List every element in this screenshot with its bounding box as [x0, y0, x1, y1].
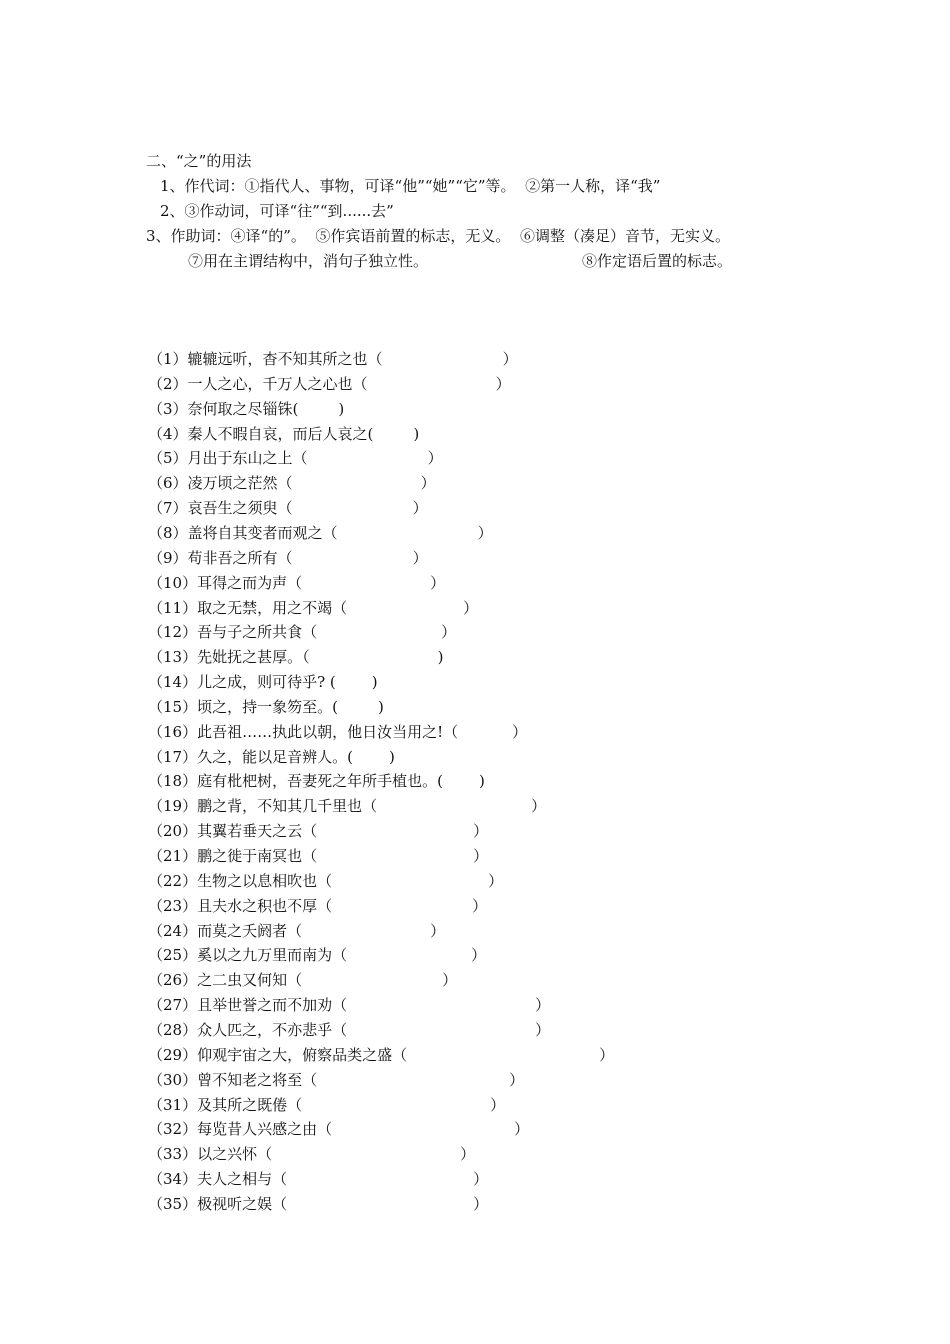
exercise-sentence: 先妣抚之甚厚。（	[197, 648, 310, 667]
exercise-number: （25）	[148, 946, 198, 965]
exercise-sentence: 盖将自其变者而观之（	[187, 523, 338, 542]
exercise-sentence: 奚以之九万里而南为（	[197, 946, 348, 965]
exercise-sentence: 夫人之相与（	[197, 1170, 288, 1189]
exercise-item	[148, 921, 445, 941]
section-title: 二、“之”的用法	[146, 152, 252, 170]
exercise-number: （24）	[148, 921, 198, 940]
exercise-item	[148, 796, 546, 816]
exercise-item	[148, 722, 527, 742]
exercise-number: （10）	[148, 573, 198, 592]
exercise-number: （30）	[148, 1070, 198, 1089]
exercise-number: （31）	[148, 1095, 198, 1114]
closing-paren: )	[377, 697, 384, 716]
closing-paren: ）	[430, 573, 446, 592]
exercise-number: （7）	[148, 499, 188, 518]
exercise-number: （17）	[148, 747, 198, 766]
closing-paren: ）	[514, 1120, 530, 1139]
exercise-item	[148, 1020, 550, 1040]
closing-paren: ）	[427, 449, 443, 468]
exercise-sentence: 以之兴怀（	[197, 1145, 273, 1164]
exercise-item	[148, 1070, 524, 1090]
exercise-number: （29）	[148, 1045, 198, 1064]
usage-line-particle: 3、作助词：④译“的”。 ⑤作宾语前置的标志，无义。 ⑥调整（凑足）音节，无实义。	[146, 227, 730, 245]
closing-paren: )	[338, 399, 345, 418]
exercise-number: （33）	[148, 1145, 198, 1164]
exercise-sentence: 之二虫又何知（	[197, 971, 303, 990]
exercise-item	[148, 598, 478, 618]
closing-paren: ）	[531, 797, 547, 816]
exercise-number: （15）	[148, 697, 198, 716]
usage-line-verb: 2、③作动词，可译“往”“到......去”	[160, 202, 394, 220]
exercise-number: （34）	[148, 1170, 198, 1189]
closing-paren: )	[437, 648, 444, 667]
exercise-item	[148, 647, 443, 667]
exercise-item	[148, 498, 428, 518]
exercise-number: （14）	[148, 673, 198, 692]
exercise-number: （16）	[148, 722, 198, 741]
closing-paren: ）	[599, 1045, 615, 1064]
exercise-sentence: 且夫水之积也不厚（	[197, 896, 333, 915]
closing-paren: ）	[473, 822, 489, 841]
closing-paren: ）	[512, 722, 528, 741]
exercise-sentence: 而莫之夭阏者（	[197, 921, 303, 940]
exercise-sentence: 仰观宇宙之大，俯察品类之盛（	[197, 1045, 408, 1064]
closing-paren: ）	[412, 499, 428, 518]
exercise-number: （27）	[148, 996, 198, 1015]
exercise-sentence: 且举世誉之而不加劝（	[197, 996, 348, 1015]
exercise-sentence: 每览昔人兴感之由（	[197, 1120, 333, 1139]
closing-paren: ）	[535, 996, 551, 1015]
closing-paren: ）	[460, 1145, 476, 1164]
exercise-number: （11）	[148, 598, 198, 617]
closing-paren: ）	[463, 598, 479, 617]
closing-paren: )	[371, 673, 378, 692]
exercise-item	[148, 945, 486, 965]
exercise-sentence: 儿之成，则可待乎? (	[197, 673, 336, 692]
exercise-item	[148, 523, 493, 543]
exercise-number: （5）	[148, 449, 188, 468]
exercise-sentence: 苟非吾之所有（	[187, 548, 293, 567]
closing-paren: ）	[509, 1070, 525, 1089]
exercise-item	[148, 846, 488, 866]
exercise-sentence: 及其所之既倦（	[197, 1095, 303, 1114]
exercise-sentence: 一人之心，千万人之心也（	[187, 374, 368, 393]
closing-paren: ）	[442, 971, 458, 990]
exercise-sentence: 辘辘远听，杳不知其所之也（	[187, 350, 383, 368]
closing-paren: ）	[441, 623, 457, 642]
exercise-number: （4）	[148, 424, 188, 443]
exercise-item	[148, 1144, 475, 1164]
exercise-sentence: 哀吾生之须臾（	[187, 499, 293, 518]
closing-paren: ）	[412, 548, 428, 567]
exercise-number: （28）	[148, 1020, 198, 1039]
exercise-number: （32）	[148, 1120, 198, 1139]
exercise-item	[148, 1169, 488, 1189]
exercise-number: （18）	[148, 772, 198, 791]
exercise-number: （6）	[148, 474, 188, 493]
exercise-item	[148, 548, 428, 568]
exercise-number: （22）	[148, 871, 198, 890]
closing-paren: ）	[473, 847, 489, 865]
exercise-item	[148, 1095, 505, 1115]
exercise-sentence: 奈何取之尽锱铢(	[187, 399, 299, 418]
exercise-sentence: 耳得之而为声（	[197, 573, 303, 592]
exercise-number: （12）	[148, 623, 198, 642]
closing-paren: ）	[472, 896, 488, 915]
exercise-item	[148, 672, 378, 692]
closing-paren: ）	[502, 350, 518, 368]
exercise-sentence: 取之无禁，用之不竭（	[197, 598, 348, 617]
exercise-item	[148, 622, 456, 642]
exercise-item	[148, 747, 395, 767]
exercise-sentence: 吾与子之所共食（	[197, 623, 318, 642]
exercise-item	[148, 573, 445, 593]
closing-paren: ）	[535, 1020, 551, 1039]
exercise-sentence: 久之，能以足音辨人。(	[197, 747, 353, 766]
exercise-sentence: 凌万顷之茫然（	[187, 474, 293, 493]
closing-paren: ）	[430, 921, 446, 940]
exercise-number: （1）	[148, 350, 188, 368]
usage-line-subject-predicate: ⑦用在主谓结构中，消句子独立性。	[188, 252, 429, 270]
closing-paren: ）	[490, 1095, 506, 1114]
exercise-item	[148, 896, 487, 916]
exercise-sentence: 极视听之娱（	[197, 1194, 288, 1213]
usage-line-pronoun: 1、作代词：①指代人、事物，可译“他”“她”“它”等。 ②第一人称，译“我”	[160, 177, 661, 195]
exercise-number: （8）	[148, 523, 188, 542]
closing-paren: ）	[471, 946, 487, 965]
closing-paren: ）	[495, 374, 511, 393]
exercise-item	[148, 821, 488, 841]
exercise-item	[148, 349, 518, 369]
exercise-number: （35）	[148, 1194, 198, 1213]
closing-paren: )	[478, 772, 485, 791]
exercise-item	[148, 1119, 529, 1139]
exercise-item	[148, 871, 503, 891]
exercise-sentence: 秦人不暇自哀，而后人哀之(	[187, 424, 374, 443]
exercise-item	[148, 448, 443, 468]
exercise-item	[148, 399, 344, 419]
closing-paren: ）	[420, 474, 436, 493]
exercise-number: （9）	[148, 548, 188, 567]
exercise-item	[148, 970, 457, 990]
closing-paren: ）	[477, 523, 493, 542]
exercise-item	[148, 374, 511, 394]
exercise-sentence: 曾不知老之将至（	[197, 1070, 318, 1089]
exercise-item	[148, 473, 436, 493]
exercise-number: （20）	[148, 822, 198, 841]
exercise-number: （2）	[148, 374, 188, 393]
exercise-sentence: 顷之，持一象笏至。(	[197, 697, 338, 716]
exercise-sentence: 其翼若垂天之云（	[197, 822, 318, 841]
exercise-number: （23）	[148, 896, 198, 915]
closing-paren: )	[413, 424, 420, 443]
exercise-sentence: 鹏之背，不知其几千里也（	[197, 797, 378, 816]
exercise-number: （19）	[148, 797, 198, 816]
closing-paren: )	[388, 747, 395, 766]
exercise-sentence: 生物之以息相吹也（	[197, 871, 333, 890]
closing-paren: ）	[473, 1194, 489, 1213]
exercise-item	[148, 424, 419, 444]
exercise-number: （26）	[148, 971, 198, 990]
closing-paren: ）	[473, 1170, 489, 1189]
exercise-number: （3）	[148, 399, 188, 418]
exercise-number: （21）	[148, 847, 198, 865]
exercise-sentence: 众人匹之，不亦悲乎（	[197, 1020, 348, 1039]
exercise-item	[148, 697, 384, 717]
exercise-sentence: 鹏之徙于南冥也（	[197, 847, 318, 865]
exercise-item	[148, 995, 550, 1015]
exercise-item	[148, 1194, 488, 1214]
exercise-sentence: 庭有枇杷树，吾妻死之年所手植也。(	[197, 772, 443, 791]
exercise-sentence: 此吾祖……执此以朝，他日汝当用之!（	[197, 722, 459, 741]
exercise-sentence: 月出于东山之上（	[187, 449, 308, 468]
exercise-number: （13）	[148, 648, 198, 667]
exercise-item	[148, 771, 485, 791]
usage-line-postposition: ⑧作定语后置的标志。	[582, 252, 733, 270]
closing-paren: ）	[488, 871, 504, 890]
exercise-item	[148, 1045, 614, 1065]
